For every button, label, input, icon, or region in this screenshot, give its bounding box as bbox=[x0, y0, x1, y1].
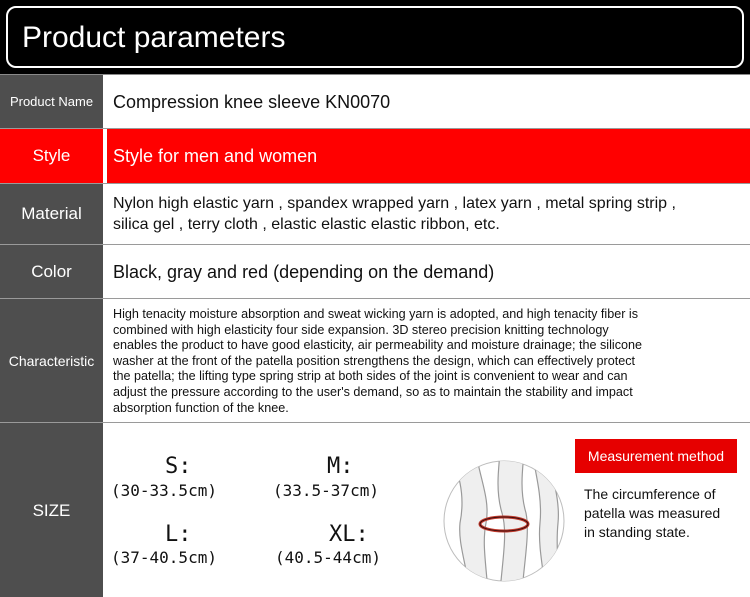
product-name-value: Compression knee sleeve KN0070 bbox=[107, 75, 750, 128]
page-header bbox=[0, 0, 750, 74]
style-value: Style for men and women bbox=[107, 129, 750, 183]
characteristic-line: enables the product to have good elasticity, air permeability and moisture drainage; the silicone bbox=[113, 338, 643, 353]
measurement-desc-line: in standing state. bbox=[584, 524, 690, 540]
size-range-s: (30-33.5cm) bbox=[111, 481, 217, 500]
characteristic-line: adjust the pressure according to the user's demand, so as to maintain the stability and impact bbox=[113, 384, 633, 399]
color-label: Color bbox=[0, 245, 105, 298]
size-code-m: M: bbox=[327, 454, 354, 479]
size-code-s: S: bbox=[165, 454, 192, 479]
material-value-line-1: Nylon high elastic yarn , spandex wrapped yarn , latex yarn , metal spring strip , bbox=[113, 195, 676, 212]
row-color bbox=[0, 245, 750, 299]
size-code-l: L: bbox=[165, 522, 192, 547]
size-range-m: (33.5-37cm) bbox=[273, 481, 379, 500]
characteristic-line: combined with high elasticity four side expansion. 3D stereo precision knitting technology bbox=[113, 322, 609, 337]
characteristic-label: Characteristic bbox=[0, 299, 105, 422]
characteristic-text bbox=[113, 307, 642, 416]
material-value-line-2: silica gel , terry cloth , elastic elastic elastic ribbon, etc. bbox=[113, 216, 500, 233]
size-label: SIZE bbox=[0, 423, 105, 597]
size-chart bbox=[107, 423, 750, 597]
measurement-desc-line: patella was measured bbox=[584, 505, 721, 521]
size-range-xl: (40.5-44cm) bbox=[275, 548, 381, 567]
color-value: Black, gray and red (depending on the demand) bbox=[107, 245, 750, 298]
measurement-desc-line: The circumference of bbox=[584, 486, 716, 502]
material-value bbox=[107, 184, 750, 244]
page-title: Product parameters bbox=[22, 21, 286, 54]
characteristic-line: the patella; the lifting type spring strip at both sides of the joint is convenient to wear and can bbox=[113, 369, 628, 384]
characteristic-value bbox=[107, 299, 750, 422]
characteristic-line: absorption function of the knee. bbox=[113, 400, 289, 415]
characteristic-line: High tenacity moisture absorption and sweat wicking yarn is adopted, and high tenacity fiber is bbox=[113, 307, 639, 321]
product-name-label: Product Name bbox=[0, 75, 105, 128]
measurement-method-badge: Measurement method bbox=[575, 439, 737, 473]
row-size bbox=[0, 423, 750, 597]
row-style bbox=[0, 129, 750, 184]
row-characteristic bbox=[0, 299, 750, 423]
material-label: Material bbox=[0, 184, 105, 244]
style-label: Style bbox=[0, 129, 105, 183]
row-product-name bbox=[0, 75, 750, 129]
size-code-xl: XL: bbox=[329, 522, 369, 547]
measurement-description bbox=[584, 485, 744, 542]
size-range-l: (37-40.5cm) bbox=[111, 548, 217, 567]
knee-measurement-illustration bbox=[442, 443, 567, 593]
row-material bbox=[0, 184, 750, 245]
characteristic-line: washer at the front of the patella position strengthens the design, which can effectively protect bbox=[113, 353, 636, 368]
parameters-table bbox=[0, 74, 750, 597]
